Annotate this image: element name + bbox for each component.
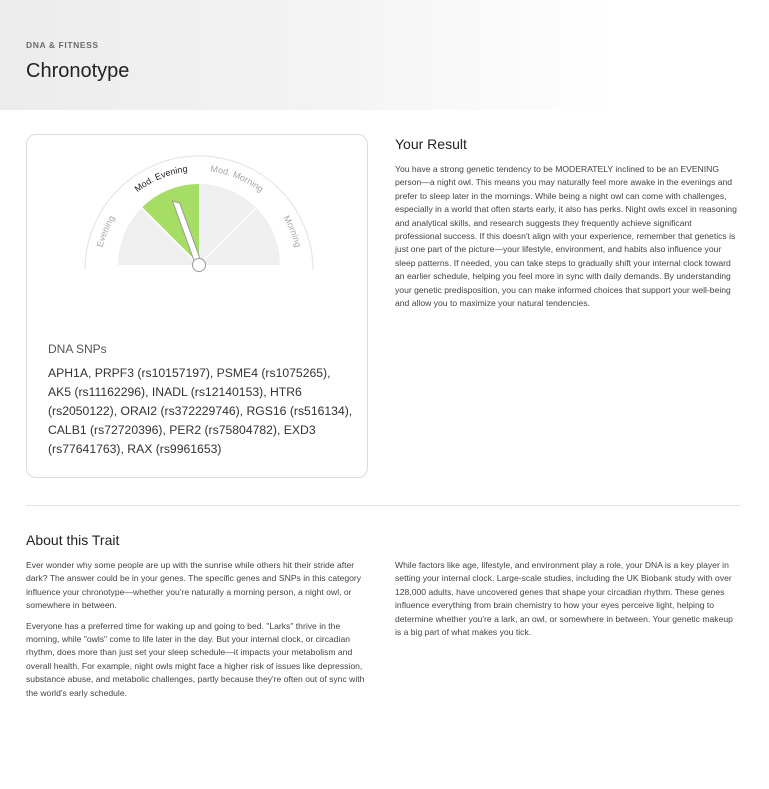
about-paragraph-3: While factors like age, lifestyle, and environment play a role, your DNA is a key player in setting your internal clock. Large-scale studies, including the UK Biobank study with over 128,000 adults, have uncovered genes that shape your circadian rhythm. These genes influence everything from brain chemistry to how your eyes perceive light, helping to determine whether you're a lark, an owl, or somewhere in between. Your genetic makeup is a big part of what makes you tick. (395, 560, 733, 638)
about-column-left (26, 559, 371, 707)
gauge-label-mod-morning: Mod. Morning (209, 163, 266, 195)
page-title: Chronotype (26, 60, 130, 82)
page-header (0, 0, 769, 110)
snps-list: APH1A, PRPF3 (rs10157197), PSME4 (rs1075265), AK5 (rs11162296), INADL (rs12140153), HTR6 (rs2050122), ORAI2 (rs372229746), RGS16 (rs516134), CALB1 (rs72720396), PER2 (rs75804782), EXD3 (rs77641763), RAX (rs9961653) (48, 366, 353, 456)
gauge-label-morning: Morning (281, 213, 304, 249)
result-card (26, 134, 368, 478)
about-paragraph-2: Everyone has a preferred time for waking up and going to bed. "Larks" thrive in the morning, while "owls" come to life later in the day. But your internal clock, or circadian rhythm, does more than just set your sleep schedule—it impacts your metabolism and overall health. For example, night owls might face a higher risk of issues like depression, substance abuse, and metabolic challenges, partly because they're often out of sync with the world's early schedule. (26, 620, 365, 698)
category-eyebrow: DNA & FITNESS (26, 40, 99, 50)
result-title: Your Result (395, 136, 467, 152)
about-paragraph-1: Ever wonder why some people are up with the sunrise while others hit their stride after dark? The answer could be in your genes. The specific genes and SNPs in this category influence your chronotype—whether you're naturally a morning person, a night owl, or somewhere in between. (26, 560, 362, 611)
about-column-right (395, 559, 740, 646)
section-divider (26, 505, 740, 506)
snps-title: DNA SNPs (48, 342, 107, 356)
result-body: You have a strong genetic tendency to be MODERATELY inclined to be an EVENING person—a night owl. This means you may naturally feel more awake in the evenings and prefer to sleep later in the mornings. While being a night owl can come with challenges, especially in a world that often starts early, it also has perks. Night owls excel in reasoning and analytical skills, and research suggests they frequently achieve significant professional success. If this doesn't align with your experience, remember that genetics is just one part of the picture—your lifestyle, environment, and habits also influence your sleep patterns. If needed, you can take steps to gradually shift your internal clock toward an earlier schedule, helping you feel more in sync with daily demands. By understanding your genetic predisposition, you can make informed choices that support your well-being and allow you to maximize your natural tendencies. (395, 164, 737, 309)
gauge-label-evening: Evening (94, 213, 117, 249)
chronotype-gauge (27, 135, 369, 295)
about-title: About this Trait (26, 532, 120, 548)
gauge-label-mod-evening: Mod. Evening (132, 163, 189, 195)
